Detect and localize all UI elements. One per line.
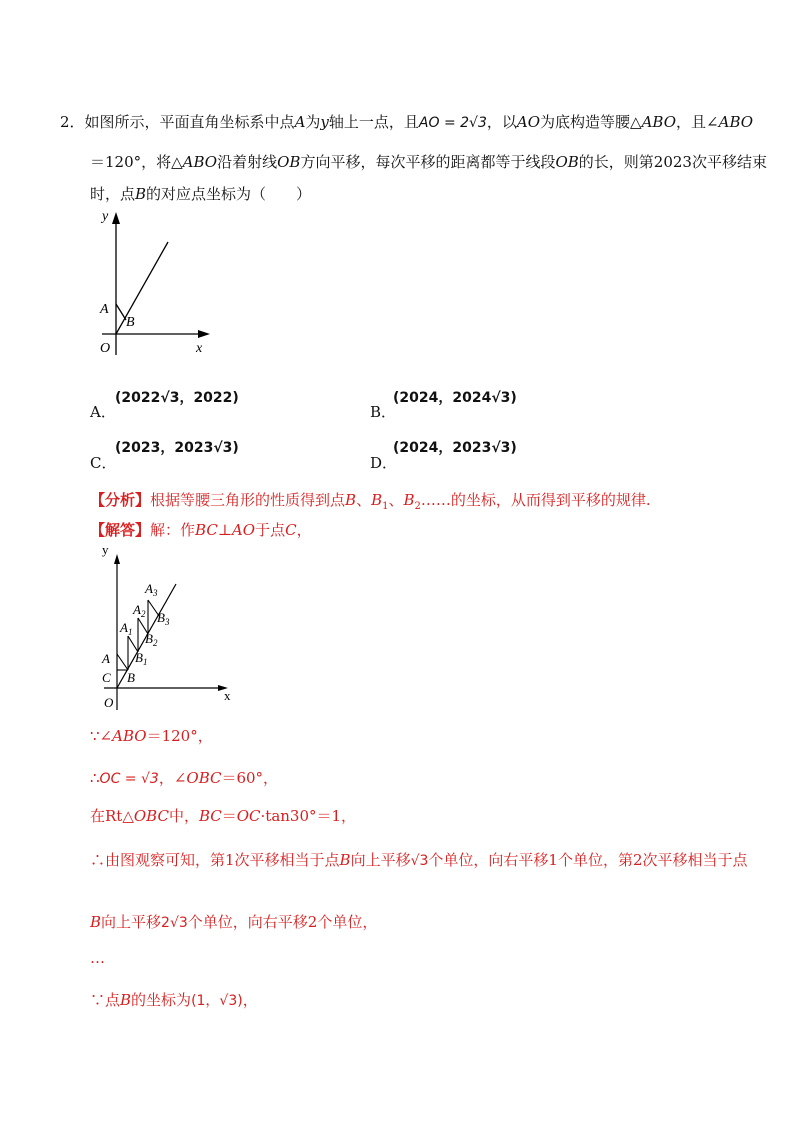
question-line-3: 时，点B的对应点坐标为（ ） — [90, 185, 312, 203]
analysis-tag: 【分析】 — [90, 491, 151, 509]
option-d-value: (2024，2023√3) — [393, 440, 517, 456]
x-axis-arrow — [198, 330, 210, 338]
figure-1 — [90, 200, 230, 360]
step-3: 在Rt△OBC中，BC＝OC·tan30°＝1， — [90, 807, 357, 825]
label-b2: $B_2$ — [145, 631, 158, 648]
label-b: B — [127, 670, 135, 685]
question-number: 2． — [60, 113, 85, 131]
label-a: A — [102, 651, 110, 666]
label-x: x — [196, 341, 203, 356]
label-c: C — [102, 670, 111, 685]
label-o: O — [104, 695, 114, 710]
label-b: B — [126, 315, 135, 330]
step-6: … — [90, 949, 105, 967]
label-o: O — [100, 341, 111, 356]
y-axis-arrow — [114, 554, 120, 564]
segment-ab — [117, 654, 128, 670]
ray-ob — [116, 242, 168, 334]
option-b-value: (2024，2024√3) — [393, 390, 517, 406]
label-x: x — [224, 688, 231, 703]
option-d[interactable]: D． — [370, 454, 398, 472]
option-c-value: (2023，2023√3) — [115, 440, 239, 456]
label-b1: $B_1$ — [135, 650, 148, 667]
label-a: A — [100, 302, 109, 317]
step-7: ∵点B的坐标为(1，√3)， — [90, 991, 258, 1009]
equation-ao: AO = 2√3 — [418, 115, 487, 131]
segment-ab — [116, 304, 126, 320]
step-5: B向上平移2√3个单位，向右平移2个单位， — [90, 913, 378, 931]
step-4: ∴由图观察可知，第1次平移相当于点B向上平移√3个单位，向右平移1个单位，第2次平移相当于点 — [90, 851, 748, 869]
analysis-line: 【分析】根据等腰三角形的性质得到点B、$B_1$、$B_2\dots\dots$的坐标，从而得到平移的规律. — [90, 491, 651, 512]
option-c[interactable]: C． — [90, 454, 117, 472]
label-b3: $B_3$ — [157, 610, 170, 627]
label-y: y — [102, 209, 109, 224]
y-axis-arrow — [112, 212, 120, 224]
question-line-2: ＝120°，将△ABO沿着射线OB方向平移，每次平移的距离都等于线段OB的长，则第2023次平移结束 — [90, 153, 767, 171]
label-a2: $A_2$ — [133, 602, 146, 619]
question-line-1: 2．如图所示，平面直角坐标系中点A为y轴上一点，且AO = 2√3，以AO为底构造等腰△ABO，且∠ABO — [60, 113, 754, 131]
step-2: ∴OC = √3，∠OBC＝60°， — [90, 769, 279, 787]
option-a[interactable]: A． — [90, 403, 116, 421]
option-a-value: (2022√3，2022) — [115, 390, 239, 406]
label-y: y — [102, 542, 109, 557]
solution-line: 【解答】解：作BC⊥AO于点C， — [90, 521, 312, 539]
solution-tag: 【解答】 — [90, 521, 151, 539]
option-b[interactable]: B． — [370, 403, 397, 421]
label-a1: $A_1$ — [120, 620, 133, 637]
label-a3: $A_3$ — [145, 581, 158, 598]
figure-2 — [90, 540, 250, 715]
step-1: ∵∠ABO＝120°， — [90, 727, 213, 745]
